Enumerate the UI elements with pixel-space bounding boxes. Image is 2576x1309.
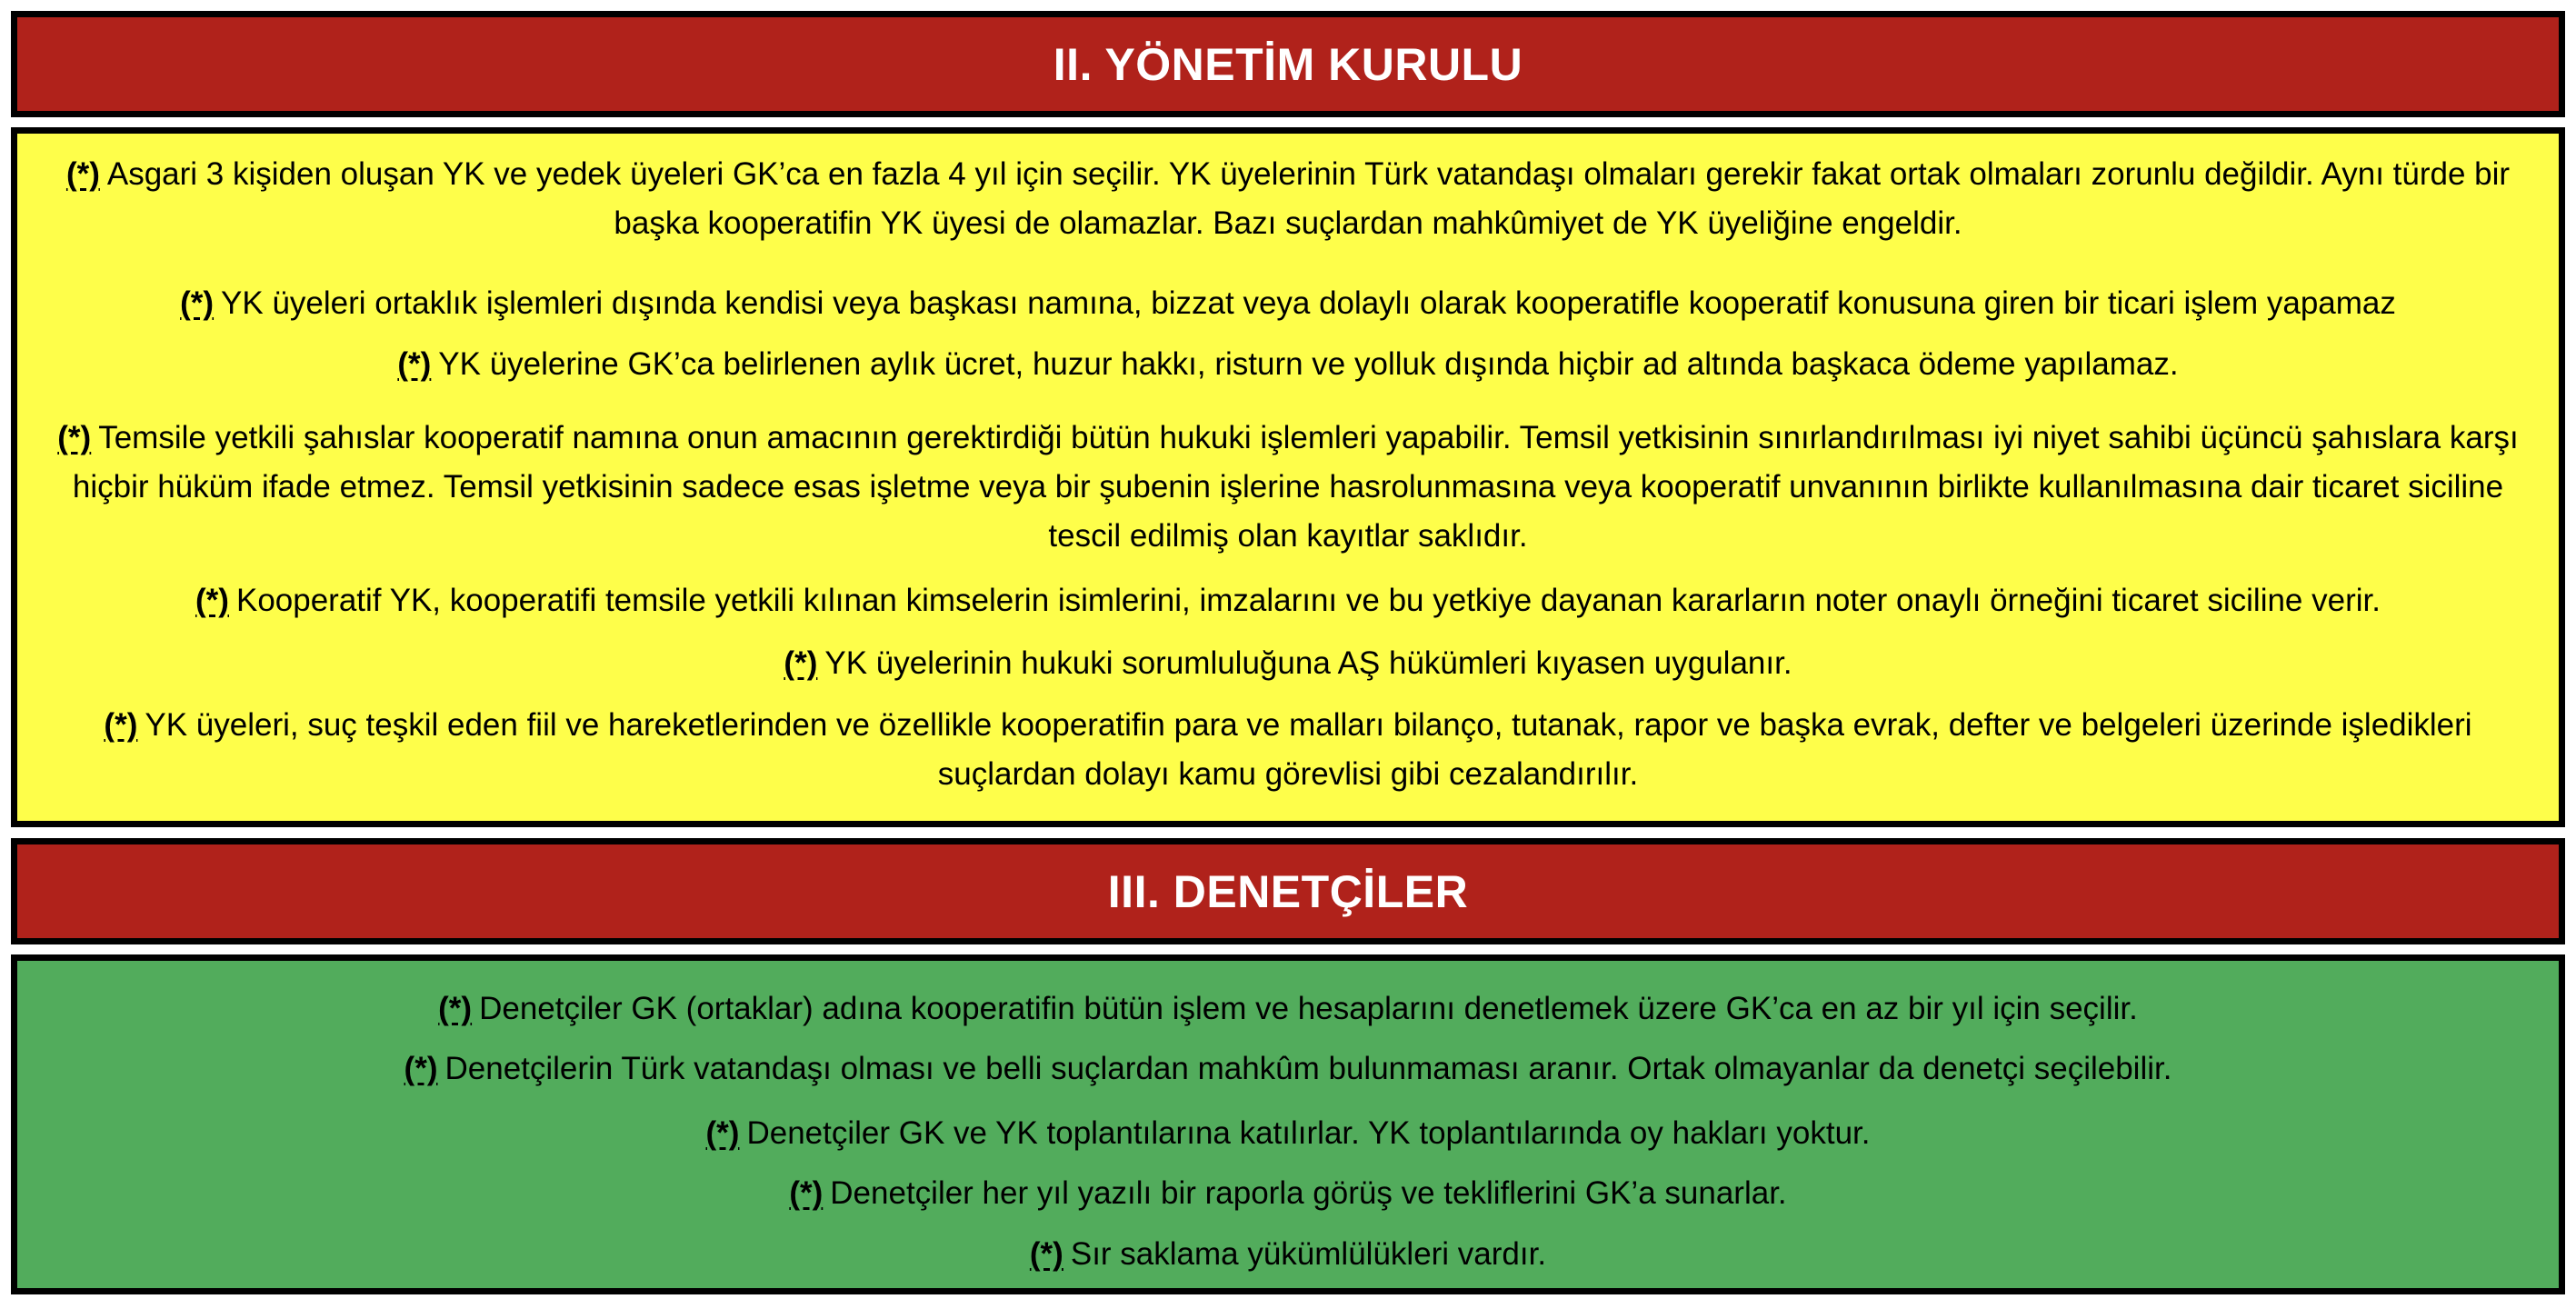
- item-text: Asgari 3 kişiden oluşan YK ve yedek üyeleri GK’ca en fazla 4 yıl için seçilir. YK üyelerinin Türk vatandaşı olmaları gerekir fakat ortak olmaları zorunlu değildir. Aynı türde bir başka kooperatifin YK üyesi de olamazlar. Bazı suçlardan mahkûmiyet de YK üyeliğine engeldir.: [106, 156, 2511, 241]
- item-text: Denetçiler GK (ortaklar) adına kooperatifin bütün işlem ve hesaplarını denetlemek üzere GK’ca en az bir yıl için seçilir.: [479, 991, 2138, 1026]
- list-item: [43, 1169, 2533, 1218]
- list-item: [43, 1230, 2533, 1279]
- bullet-marker: (*): [784, 645, 818, 681]
- bullet-marker: (*): [789, 1175, 824, 1211]
- section-header-denetciler: [11, 838, 2565, 944]
- list-item: [43, 279, 2533, 328]
- list-item: [43, 340, 2533, 389]
- bullet-marker: (*): [57, 420, 92, 455]
- bullet-marker: (*): [195, 583, 229, 618]
- item-text: Denetçiler GK ve YK toplantılarına katılırlar. YK toplantılarında oy hakları yoktur.: [746, 1115, 1871, 1151]
- item-text: Temsile yetkili şahıslar kooperatif namına onun amacının gerektirdiği bütün hukuki işlemleri yapabilir. Temsil yetkisinin sınırlandırılması iyi niyet sahibi üçüncü şahıslara karşı hiçbir hüküm ifade etmez. Temsil yetkisinin sadece esas işletme veya bir şubenin işlerine hasrolunmasına veya kooperatif unvanının birlikte kullanılmasına dair ticaret siciline tescil edilmiş olan kayıtlar saklıdır.: [72, 420, 2519, 554]
- bullet-marker: (*): [104, 707, 138, 743]
- bullet-marker: (*): [397, 346, 432, 382]
- list-item: [43, 414, 2533, 561]
- item-text: Sır saklama yükümlülükleri vardır.: [1070, 1236, 1547, 1272]
- list-item: [43, 150, 2533, 248]
- bullet-marker: (*): [65, 156, 100, 192]
- item-text: YK üyeleri, suç teşkil eden fiil ve hareketlerinden ve özellikle kooperatifin para ve malları bilanço, tutanak, rapor ve başka evrak, defter ve belgeleri üzerinde işledikleri suçlardan dolayı kamu görevlisi gibi cezalandırılır.: [145, 707, 2472, 792]
- bullet-marker: (*): [438, 991, 473, 1026]
- list-item: [43, 984, 2533, 1034]
- list-item: [43, 701, 2533, 799]
- item-text: Denetçilerin Türk vatandaşı olması ve belli suçlardan mahkûm bulunmaması aranır. Ortak olmayanlar da denetçi seçilebilir.: [444, 1051, 2172, 1086]
- section-title: III. DENETÇİLER: [1107, 865, 1469, 917]
- item-text: Denetçiler her yıl yazılı bir raporla görüş ve tekliflerini GK’a sunarlar.: [830, 1175, 1787, 1211]
- section-body-denetciler: [11, 954, 2565, 1294]
- bullet-marker: (*): [180, 285, 215, 321]
- section-body-yonetim-kurulu: [11, 127, 2565, 827]
- item-text: Kooperatif YK, kooperatifi temsile yetkili kılınan kimselerin isimlerini, imzalarını ve bu yetkiye dayanan kararların noter onaylı örneğini ticaret siciline verir.: [235, 583, 2381, 618]
- bullet-marker: (*): [1029, 1236, 1063, 1272]
- item-text: YK üyeleri ortaklık işlemleri dışında kendisi veya başkası namına, bizzat veya dolaylı olarak kooperatifle kooperatif konusuna giren bir ticari işlem yapamaz: [221, 285, 2396, 321]
- item-text: YK üyelerine GK’ca belirlenen aylık ücret, huzur hakkı, risturn ve yolluk dışında hiçbir ad altında başkaca ödeme yapılamaz.: [438, 346, 2179, 382]
- section-header-yonetim-kurulu: [11, 11, 2565, 117]
- list-item: [43, 1044, 2533, 1094]
- list-item: [43, 639, 2533, 688]
- list-item: [43, 576, 2533, 625]
- bullet-marker: (*): [705, 1115, 740, 1151]
- document-page: [11, 11, 2565, 1298]
- item-text: YK üyelerinin hukuki sorumluluğuna AŞ hükümleri kıyasen uygulanır.: [824, 645, 1792, 681]
- bullet-marker: (*): [404, 1051, 438, 1086]
- list-item: [43, 1109, 2533, 1158]
- section-title: II. YÖNETİM KURULU: [1053, 38, 1523, 90]
